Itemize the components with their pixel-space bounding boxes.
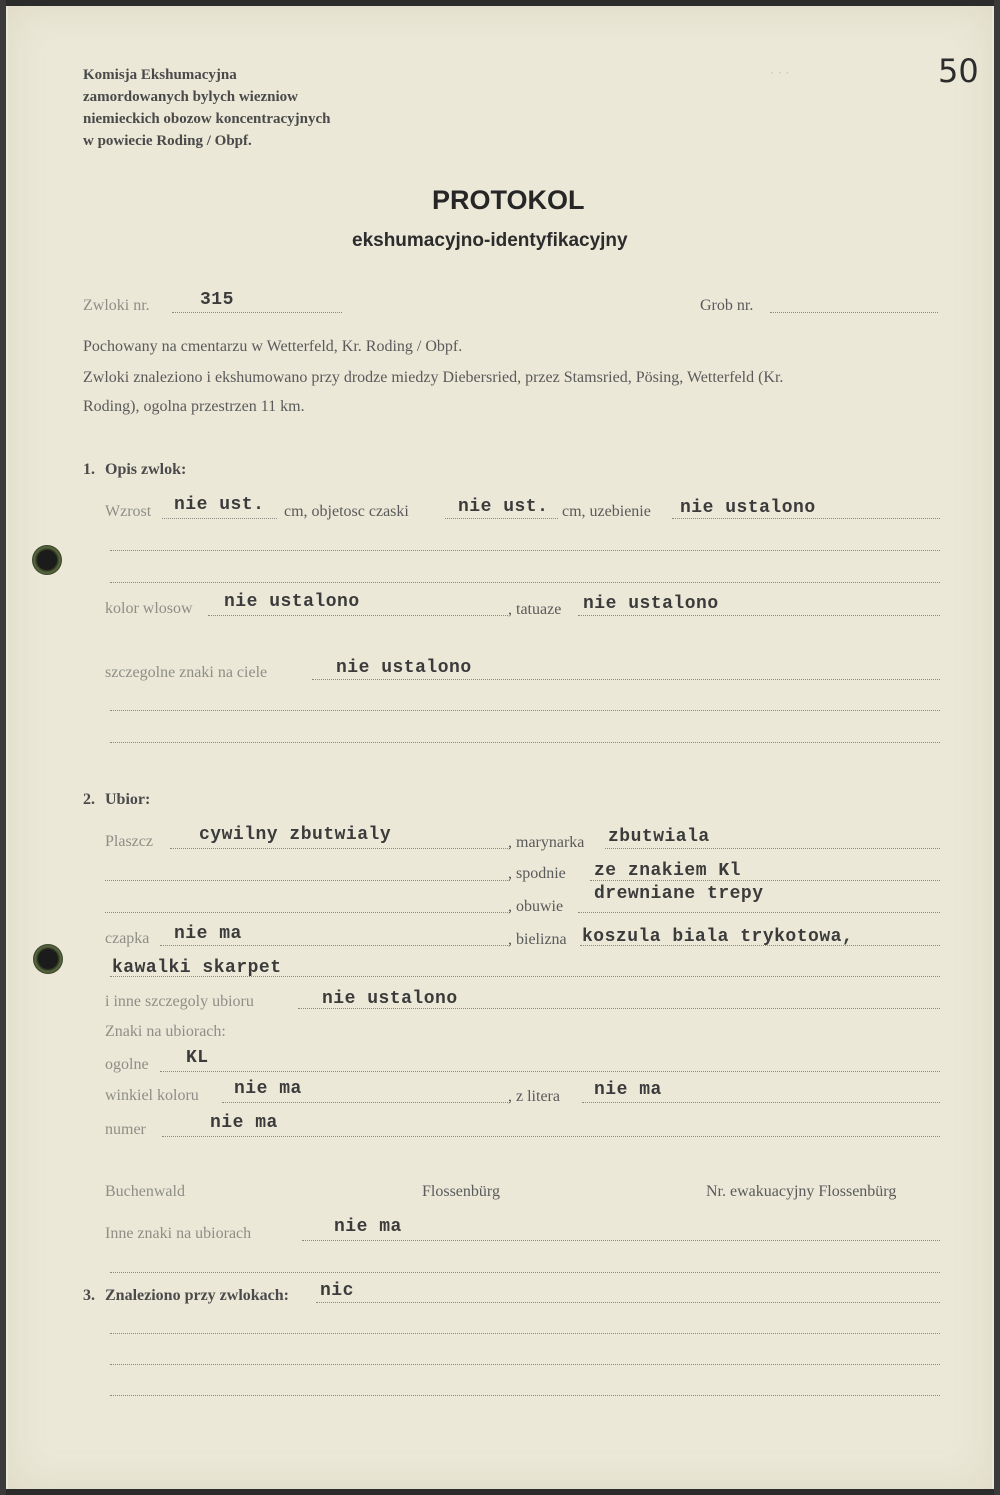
grob-label: Grob nr. (700, 297, 754, 314)
ewakuacyjny-label: Nr. ewakuacyjny Flossenbürg (706, 1183, 897, 1200)
section-3-number: 3. (83, 1287, 95, 1304)
znaki-na-ciele-line (312, 679, 940, 680)
wzrost-label: Wzrost (105, 503, 152, 520)
uzebienie-value: nie ustalono (680, 498, 816, 518)
ogolne-line (160, 1071, 940, 1072)
marynarka-label: , marynarka (508, 834, 585, 851)
numer-value: nie ma (210, 1113, 278, 1133)
scan-border-bottom (0, 1489, 1000, 1495)
page-number: 50 (938, 52, 979, 90)
zwloki-value: 315 (200, 290, 234, 310)
obuwie-label: , obuwie (508, 898, 564, 915)
znaki-na-ciele-label: szczegolne znaki na ciele (105, 664, 268, 681)
znaleziono-text-1: Zwloki znaleziono i ekshumowano przy drodze miedzy Diebersried, przez Stamsried, Pösing, Wetterfeld (Kr. (83, 369, 784, 386)
uzebienie-line (672, 518, 940, 519)
inne-znaki-label: Inne znaki na ubiorach (105, 1225, 252, 1242)
punch-hole-icon (32, 545, 62, 575)
blank-line (110, 710, 940, 711)
tatuaze-value: nie ustalono (583, 594, 719, 614)
inne-znaki-line (302, 1240, 940, 1241)
czapka-label: czapka (105, 930, 150, 947)
znaleziono-text-2: Roding), ogolna przestrzen 11 km. (83, 398, 305, 415)
document-subtitle: ekshumacyjno-identyfikacyjny (352, 230, 628, 251)
ogolne-label: ogolne (105, 1056, 149, 1073)
czapka-line (160, 945, 510, 946)
czaszka-line (445, 518, 558, 519)
grob-line (770, 312, 938, 313)
plaszcz-line (170, 848, 510, 849)
blank-line (105, 880, 510, 881)
czaszka-value: nie ust. (458, 497, 549, 517)
header-line-2: zamordowanych bylych wiezniow (83, 89, 298, 105)
section-2-number: 2. (83, 791, 95, 808)
pochowany-text: Pochowany na cmentarzu w Wetterfeld, Kr. Roding / Obpf. (83, 338, 463, 355)
litera-line (582, 1102, 940, 1103)
spodnie-value: ze znakiem Kl (594, 861, 741, 881)
scan-border-left (0, 0, 6, 1495)
wzrost-value: nie ust. (174, 495, 265, 515)
zwloki-line (172, 312, 342, 313)
section-2-title: Ubior: (105, 791, 151, 808)
header-line-1: Komisja Ekshumacyjna (83, 67, 237, 83)
section-1-number: 1. (83, 461, 95, 478)
spodnie-label: , spodnie (508, 865, 566, 882)
bielizna-value: koszula biala trykotowa, (582, 927, 854, 947)
ogolne-value: KL (186, 1048, 209, 1068)
document-title: PROTOKOL (432, 185, 585, 215)
plaszcz-label: Plaszcz (105, 833, 153, 850)
litera-label: , z litera (508, 1088, 560, 1105)
tatuaze-label: , tatuaze (508, 601, 562, 618)
header-line-4: w powiecie Roding / Obpf. (83, 133, 252, 149)
bielizna-label: , bielizna (508, 931, 567, 948)
blank-line (110, 1333, 940, 1334)
wzrost-line (162, 518, 277, 519)
buchenwald-label: Buchenwald (105, 1183, 185, 1200)
litera-value: nie ma (594, 1080, 662, 1100)
obuwie-line (578, 912, 940, 913)
blank-line (105, 912, 510, 913)
winkiel-value: nie ma (234, 1079, 302, 1099)
document-page (8, 6, 992, 1489)
inne-znaki-value: nie ma (334, 1217, 402, 1237)
czapka-value: nie ma (174, 924, 242, 944)
kolor-wlosow-label: kolor wlosow (105, 600, 193, 617)
obuwie-value: drewniane trepy (594, 884, 764, 904)
bleed-through-mark: · · · (770, 65, 790, 80)
numer-line (162, 1136, 940, 1137)
blank-line (110, 1395, 940, 1396)
section-3-line (316, 1302, 940, 1303)
blank-line (110, 550, 940, 551)
bielizna-cont-value: kawalki skarpet (112, 958, 282, 978)
winkiel-line (222, 1102, 510, 1103)
marynarka-value: zbutwiala (608, 827, 710, 847)
kolor-wlosow-value: nie ustalono (224, 592, 360, 612)
znaki-na-ciele-value: nie ustalono (336, 658, 472, 678)
flossenburg-label: Flossenbürg (422, 1183, 500, 1200)
plaszcz-value: cywilny zbutwialy (199, 825, 392, 845)
cm-objetosc-label: cm, objetosc czaski (284, 503, 409, 520)
blank-line (110, 582, 940, 583)
blank-line (110, 742, 940, 743)
blank-line (110, 1364, 940, 1365)
inne-szczegoly-value: nie ustalono (322, 989, 458, 1009)
tatuaze-line (578, 615, 940, 616)
section-3-title: Znaleziono przy zwlokach: (105, 1287, 289, 1304)
cm-uzebienie-label: cm, uzebienie (562, 503, 651, 520)
winkiel-label: winkiel koloru (105, 1087, 199, 1104)
kolor-wlosow-line (208, 615, 508, 616)
section-3-value: nic (320, 1281, 354, 1301)
inne-szczegoly-label: i inne szczegoly ubioru (105, 993, 254, 1010)
marynarka-line (605, 848, 940, 849)
numer-label: numer (105, 1121, 146, 1138)
blank-line (110, 1272, 940, 1273)
scan-border-right (994, 0, 1000, 1495)
header-line-3: niemieckich obozow koncentracyjnych (83, 111, 331, 127)
znaki-na-ubiorach-label: Znaki na ubiorach: (105, 1023, 226, 1040)
section-1-title: Opis zwlok: (105, 461, 187, 478)
punch-hole-icon (33, 944, 63, 974)
zwloki-label: Zwloki nr. (83, 297, 150, 314)
